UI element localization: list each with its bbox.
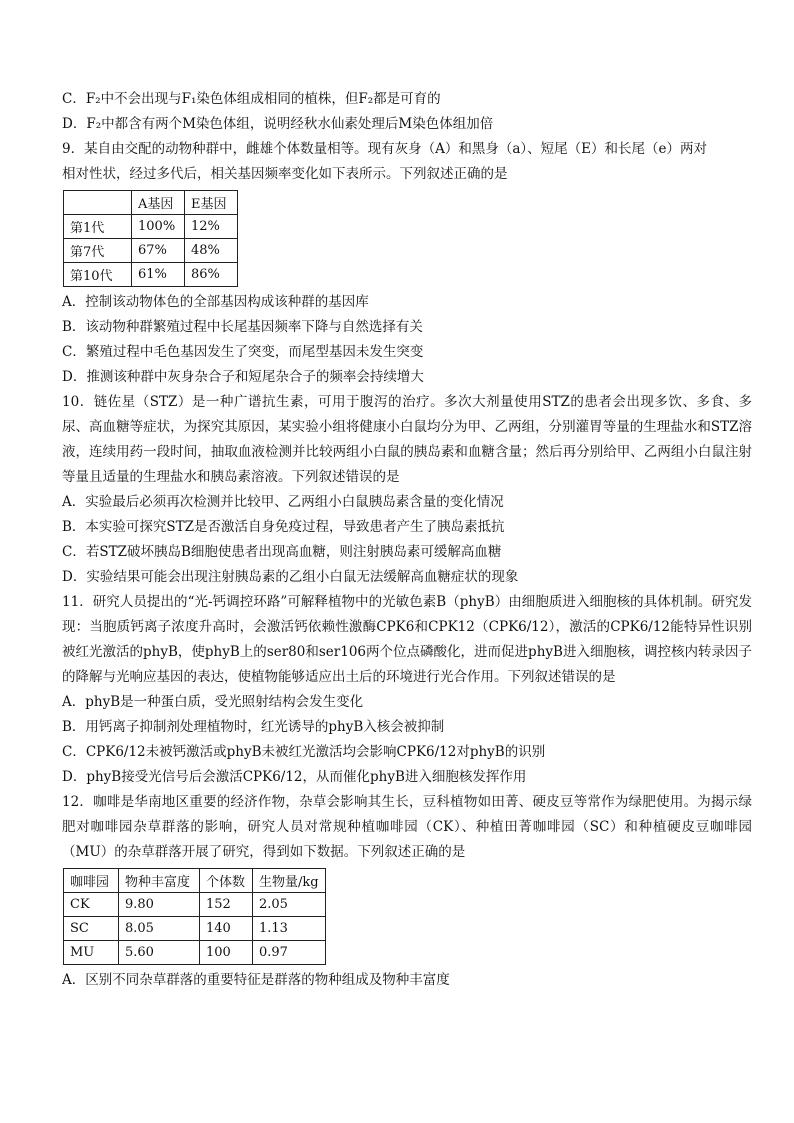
table-cell: 第10代 xyxy=(64,263,132,287)
table-cell: SC xyxy=(64,917,119,941)
table-cell: 100 xyxy=(200,941,253,965)
table-cell: 12% xyxy=(185,215,238,239)
table-header-cell: E基因 xyxy=(185,191,238,215)
table-header-cell: 咖啡园 xyxy=(64,869,119,893)
table-cell: 第1代 xyxy=(64,215,132,239)
table-cell: 9.80 xyxy=(119,893,200,917)
table-row xyxy=(64,239,238,263)
q11-option-b: B．用钙离子抑制剂处理植物时，红光诱导的phyB入核会被抑制 xyxy=(62,719,445,735)
table-row xyxy=(64,263,238,287)
q9-option-b: B．该动物种群繁殖过程中长尾基因频率下降与自然选择有关 xyxy=(62,319,423,335)
q10-option-a: A．实验最后必须再次检测并比较甲、乙两组小白鼠胰岛素含量的变化情况 xyxy=(62,494,504,510)
table-header-cell: 物种丰富度 xyxy=(119,869,200,893)
page-content xyxy=(62,87,752,993)
table-cell: 152 xyxy=(200,893,253,917)
table-header-cell: A基因 xyxy=(132,191,185,215)
q10-stem: 10．链佐星（STZ）是一种广谱抗生素，可用于腹泻的治疗。多次大剂量使用STZ的患者会出现多饮、多食、多尿、高血糖等症状，为探究其原因，某实验小组将健康小白鼠均分为甲、乙两组，分别灌胃等量的生理盐水和STZ溶液，连续用药一段时间，抽取血液检测并比较两组小白鼠的胰岛素和血糖含量；然后再分别给甲、乙两组小白鼠注射等量且适量的生理盐水和胰岛素溶液。下列叙述错误的是 xyxy=(62,394,752,485)
q9-option-d: D．推测该种群中灰身杂合子和短尾杂合子的频率会持续增大 xyxy=(62,369,424,385)
table-cell: 61% xyxy=(132,263,185,287)
table-cell: 2.05 xyxy=(253,893,326,917)
table-cell: 1.13 xyxy=(253,917,326,941)
q12-option-a: A．区别不同杂草群落的重要特征是群落的物种组成及物种丰富度 xyxy=(62,972,450,988)
table-cell: 67% xyxy=(132,239,185,263)
q10-option-c: C．若STZ破坏胰岛B细胞使患者出现高血糖，则注射胰岛素可缓解高血糖 xyxy=(62,544,502,560)
table-cell: 8.05 xyxy=(119,917,200,941)
table-cell: 86% xyxy=(185,263,238,287)
table-cell: 0.97 xyxy=(253,941,326,965)
table-cell: 140 xyxy=(200,917,253,941)
q9-option-c: C．繁殖过程中毛色基因发生了突变，而尾型基因未发生突变 xyxy=(62,344,424,360)
q8-option-d: D．F₂中都含有两个M染色体组，说明经秋水仙素处理后M染色体组加倍 xyxy=(62,116,494,132)
table-row xyxy=(64,941,326,965)
q11-option-d: D．phyB接受光信号后会激活CPK6/12，从而催化phyB进入细胞核发挥作用 xyxy=(62,769,527,785)
table-cell: 5.60 xyxy=(119,941,200,965)
table-header-cell: 生物量/kg xyxy=(253,869,326,893)
table-cell: 第7代 xyxy=(64,239,132,263)
table-header-cell: 个体数 xyxy=(200,869,253,893)
table-header-cell xyxy=(64,191,132,215)
table-cell: 100% xyxy=(132,215,185,239)
q11-stem: 11．研究人员提出的“光-钙调控环路”可解释植物中的光敏色素B（phyB）由细胞质进入细胞核的具体机制。研究发现：当胞质钙离子浓度升高时，会激活钙依赖性激酶CPK6和CPK12（CPK6/12），激活的CPK6/12能特异性识别被红光激活的phyB，使phyB上的ser80和ser106两个位点磷酸化，进而促进phyB进入细胞核，调控核内转录因子的降解与光响应基因的表达，使植物能够适应出土后的环境进行光合作用。下列叙述错误的是 xyxy=(62,594,752,685)
q11-option-a: A．phyB是一种蛋白质，受光照射结构会发生变化 xyxy=(62,694,364,710)
gene-frequency-table xyxy=(63,190,238,287)
q11-option-c: C．CPK6/12未被钙激活或phyB未被红光激活均会影响CPK6/12对phyB的识别 xyxy=(62,744,546,760)
q10-option-d: D．实验结果可能会出现注射胰岛素的乙组小白鼠无法缓解高血糖症状的现象 xyxy=(62,569,519,585)
q8-option-c: C．F₂中不会出现与F₁染色体组成相同的植株，但F₂都是可育的 xyxy=(62,91,441,107)
q9-stem-line2: 相对性状，经过多代后，相关基因频率变化如下表所示。下列叙述正确的是 xyxy=(62,166,508,182)
weed-community-table xyxy=(63,868,326,965)
table-row xyxy=(64,215,238,239)
q10-option-b: B．本实验可探究STZ是否激活自身免疫过程，导致患者产生了胰岛素抵抗 xyxy=(62,519,505,535)
q9-stem-line1: 9．某自由交配的动物种群中，雌雄个体数量相等。现有灰身（A）和黑身（a）、短尾（E）和长尾（e）两对 xyxy=(62,141,707,157)
table-header-row xyxy=(64,191,238,215)
table-row xyxy=(64,893,326,917)
q9-option-a: A．控制该动物体色的全部基因构成该种群的基因库 xyxy=(62,294,369,310)
table-header-row xyxy=(64,869,326,893)
table-cell: 48% xyxy=(185,239,238,263)
table-cell: CK xyxy=(64,893,119,917)
q12-stem: 12．咖啡是华南地区重要的经济作物，杂草会影响其生长，豆科植物如田菁、硬皮豆等常作为绿肥使用。为揭示绿肥对咖啡园杂草群落的影响，研究人员对常规种植咖啡园（CK）、种植田菁咖啡园（SC）和种植硬皮豆咖啡园（MU）的杂草群落开展了研究，得到如下数据。下列叙述正确的是 xyxy=(62,794,752,860)
table-cell: MU xyxy=(64,941,119,965)
table-row xyxy=(64,917,326,941)
